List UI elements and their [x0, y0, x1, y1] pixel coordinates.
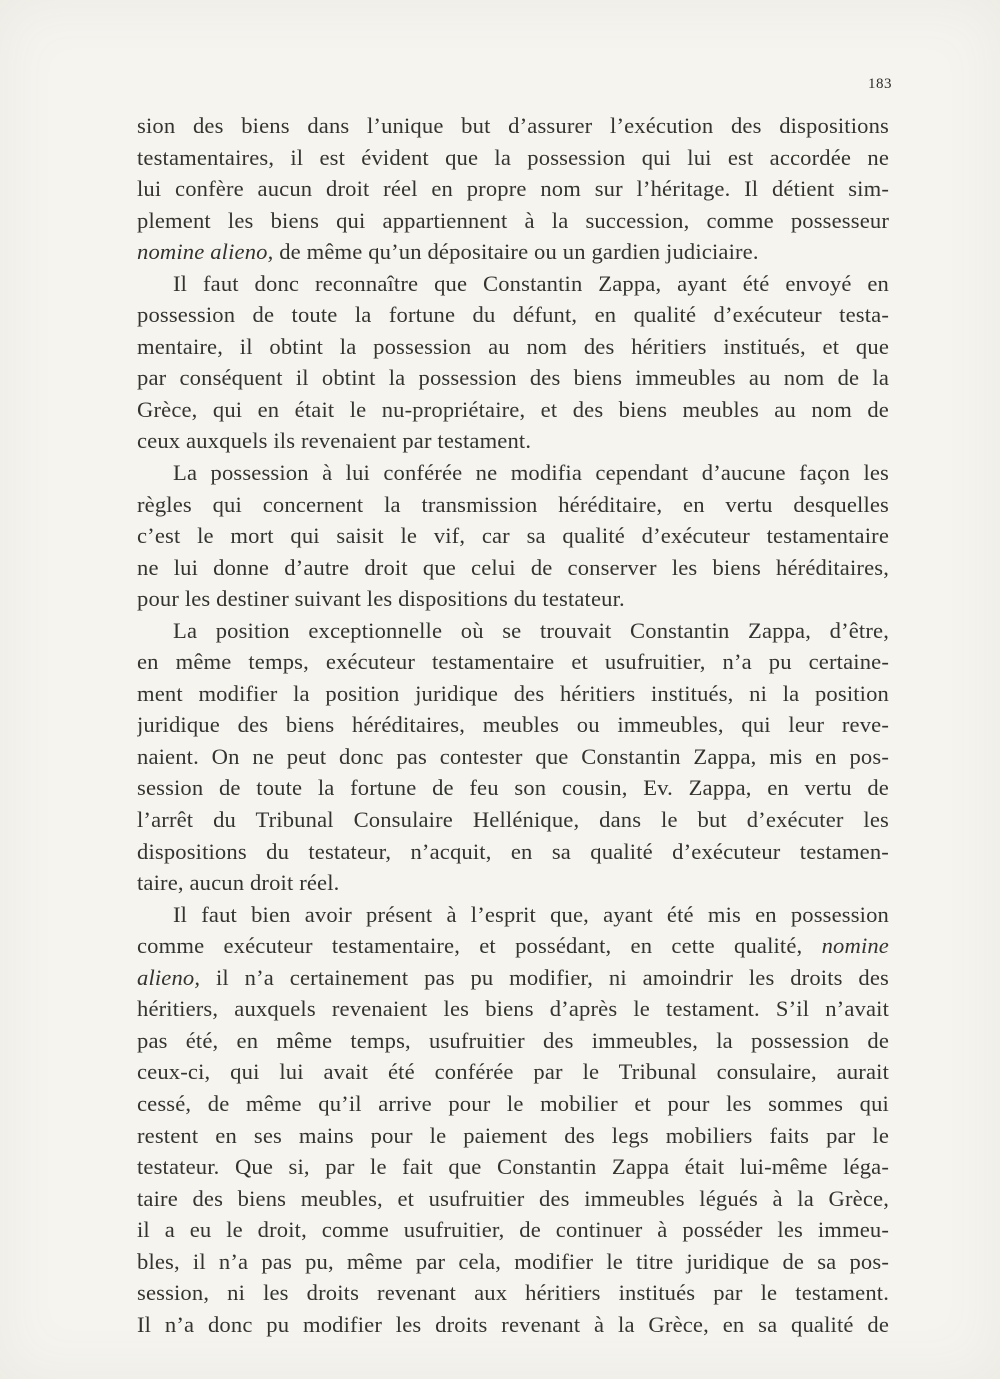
- paragraph-first-line: Il faut bien avoir présent à l’esprit que, ayant été mis en possession: [173, 901, 889, 927]
- text-line: [137, 962, 889, 994]
- text-span: il n’a certainement pas pu modifier, ni amoindrir les droits des: [216, 964, 889, 990]
- text-line: naient. On ne peut donc pas contester que Constantin Zappa, mis en pos-: [137, 743, 889, 769]
- italic-phrase: alieno,: [137, 964, 201, 990]
- text-line: [137, 236, 889, 268]
- paragraph-first-line: La possession à lui conférée ne modifia cependant d’aucune façon les: [173, 460, 889, 486]
- text-line: en même temps, exécuteur testamentaire et usufruitier, n’a pu certaine-: [137, 649, 889, 675]
- text-line: c’est le mort qui saisit le vif, car sa qualité d’exécuteur testamentaire: [137, 523, 889, 549]
- text-line: session, ni les droits revenant aux héritiers institués par le testament.: [137, 1280, 889, 1306]
- text-line: possession de toute la fortune du défunt, en qualité d’exécuteur testa-: [137, 302, 889, 328]
- text-line: sion des biens dans l’unique but d’assurer l’exécution des dispositions: [137, 113, 889, 138]
- text-line: Il n’a donc pu modifier les droits revenant à la Grèce, en sa qualité de: [137, 1311, 889, 1337]
- text-line: pour les destiner suivant les dispositions du testateur.: [137, 586, 625, 612]
- text-line: héritiers, auxquels revenaient les biens d’après le testament. S’il n’avait: [137, 996, 889, 1022]
- text-span: comme exécuteur testamentaire, et possédant, en cette qualité,: [137, 933, 803, 959]
- text-line: ceux auxquels ils revenaient par testament.: [137, 428, 532, 454]
- text-line: [137, 930, 889, 962]
- text-line: testateur. Que si, par le fait que Constantin Zappa était lui-même léga-: [137, 1154, 889, 1180]
- text-line: plement les biens qui appartiennent à la succession, comme possesseur: [137, 207, 889, 233]
- text-line: restent en ses mains pour le paiement des legs mobiliers faits par le: [137, 1122, 889, 1148]
- text-line: par conséquent il obtint la possession des biens immeubles au nom de la: [137, 365, 889, 391]
- text-line: testamentaires, il est évident que la possession qui lui est accordée ne: [137, 144, 889, 170]
- text-line: Grèce, qui en était le nu-propriétaire, et des biens meubles au nom de: [137, 396, 889, 422]
- text-line: session de toute la fortune de feu son cousin, Ev. Zappa, en vertu de: [137, 775, 889, 801]
- body-text: [137, 110, 889, 1340]
- text-line: ment modifier la position juridique des héritiers institués, ni la position: [137, 680, 889, 706]
- text-line: taire, aucun droit réel.: [137, 870, 340, 896]
- text-line: il a eu le droit, comme usufruitier, de continuer à posséder les immeu-: [137, 1217, 889, 1243]
- text-line: ceux-ci, qui lui avait été conférée par le Tribunal consulaire, aurait: [137, 1059, 889, 1085]
- text-line: cessé, de même qu’il arrive pour le mobilier et pour les sommes qui: [137, 1090, 889, 1116]
- italic-phrase: nomine alieno,: [137, 239, 274, 265]
- paragraph-first-line: Il faut donc reconnaître que Constantin Zappa, ayant été envoyé en: [173, 270, 889, 296]
- text-line: l’arrêt du Tribunal Consulaire Hellénique, dans le but d’exécuter les: [137, 807, 889, 833]
- text-line: lui confère aucun droit réel en propre nom sur l’héritage. Il détient sim-: [137, 176, 889, 202]
- italic-phrase: nomine: [821, 933, 889, 959]
- text-line: pas été, en même temps, usufruitier des immeubles, la possession de: [137, 1027, 889, 1053]
- text-span: de même qu’un dépositaire ou un gardien judiciaire.: [279, 239, 759, 265]
- paragraph-first-line: La position exceptionnelle où se trouvait Constantin Zappa, d’être,: [173, 617, 889, 643]
- text-line: bles, il n’a pas pu, même par cela, modifier le titre juridique de sa pos-: [137, 1248, 889, 1274]
- text-line: ne lui donne d’autre droit que celui de conserver les biens héréditaires,: [137, 554, 889, 580]
- text-line: règles qui concernent la transmission héréditaire, en vertu desquelles: [137, 491, 889, 517]
- page-number: 183: [868, 76, 892, 92]
- text-line: mentaire, il obtint la possession au nom des héritiers institués, et que: [137, 333, 889, 359]
- text-line: dispositions du testateur, n’acquit, en sa qualité d’exécuteur testamen-: [137, 838, 889, 864]
- text-line: taire des biens meubles, et usufruitier des immeubles légués à la Grèce,: [137, 1185, 889, 1211]
- text-line: juridique des biens héréditaires, meubles ou immeubles, qui leur reve-: [137, 712, 889, 738]
